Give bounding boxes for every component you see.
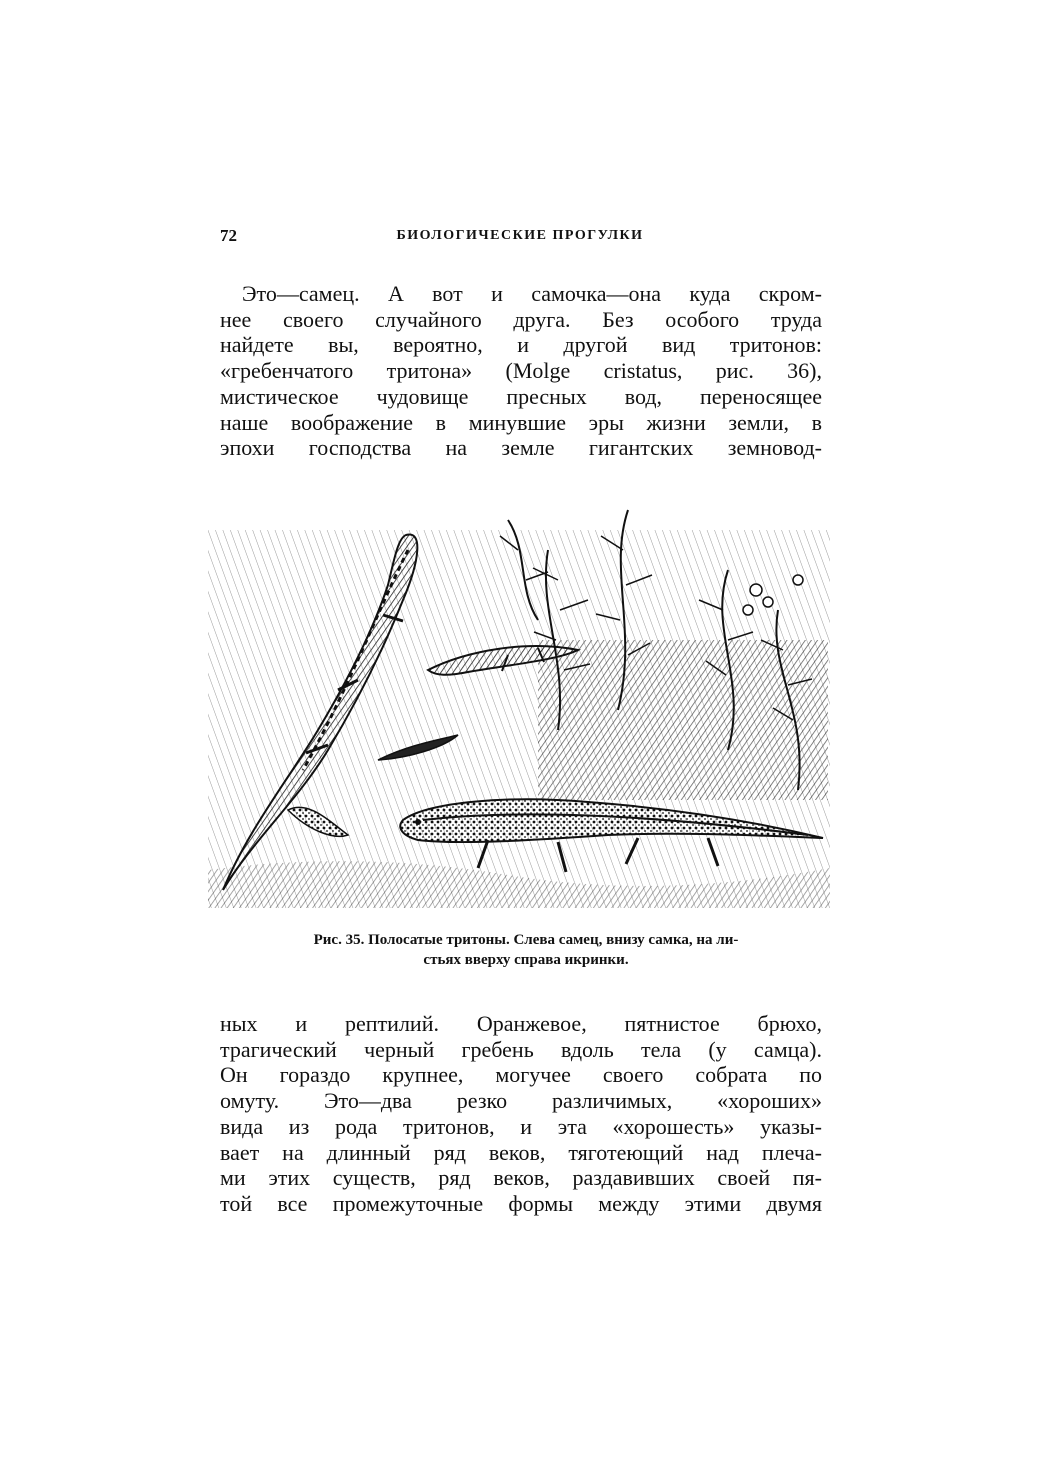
newt-illustration (208, 490, 830, 908)
running-head: БИОЛОГИЧЕСКИЕ ПРОГУЛКИ (396, 228, 644, 243)
paragraph-1 (220, 281, 822, 461)
paragraph-2 (220, 1011, 822, 1217)
text-line: Он гораздо крупнее, могучее своего собрата по (220, 1062, 822, 1088)
text-line: эпохи господства на земле гигантских земновод- (220, 435, 822, 461)
newt-engraving (208, 490, 830, 908)
figure-caption (228, 930, 824, 970)
text-line: «гребенчатого тритона» (Molge cristatus, рис. 36), (220, 358, 822, 384)
text-line: нее своего случайного друга. Без особого труда (220, 306, 822, 332)
text-line: вида из рода тритонов, и эта «хорошесть» указы- (220, 1113, 822, 1139)
water-background (208, 530, 830, 908)
caption-line: стьях вверху справа икринки. (423, 952, 629, 968)
text-line: вает на длинный ряд веков, тяготеющий над плеча- (220, 1139, 822, 1165)
text-line: мистическое чудовище пресных вод, переносящее (220, 383, 822, 409)
caption-line: Рис. 35. Полосатые тритоны. Слева самец, внизу самка, на ли- (313, 932, 739, 948)
text-line: найдете вы, вероятно, и другой вид тритонов: (220, 332, 822, 358)
text-line: Это—самец. А вот и самочка—она куда скром- (242, 281, 822, 306)
text-line: той все промежуточные формы между этими двумя (220, 1190, 822, 1216)
page-number: 72 (220, 226, 237, 245)
page-header (220, 226, 820, 250)
text-line: ных и рептилий. Оранжевое, пятнистое брюхо, (220, 1011, 822, 1036)
text-line: трагический черный гребень вдоль тела (у самца). (220, 1036, 822, 1062)
text-line: ми этих существ, ряд веков, раздавивших своей пя- (220, 1165, 822, 1191)
text-line: омуту. Это—два резко различимых, «хороших» (220, 1088, 822, 1114)
text-line: наше воображение в минувшие эры жизни земли, в (220, 409, 822, 435)
